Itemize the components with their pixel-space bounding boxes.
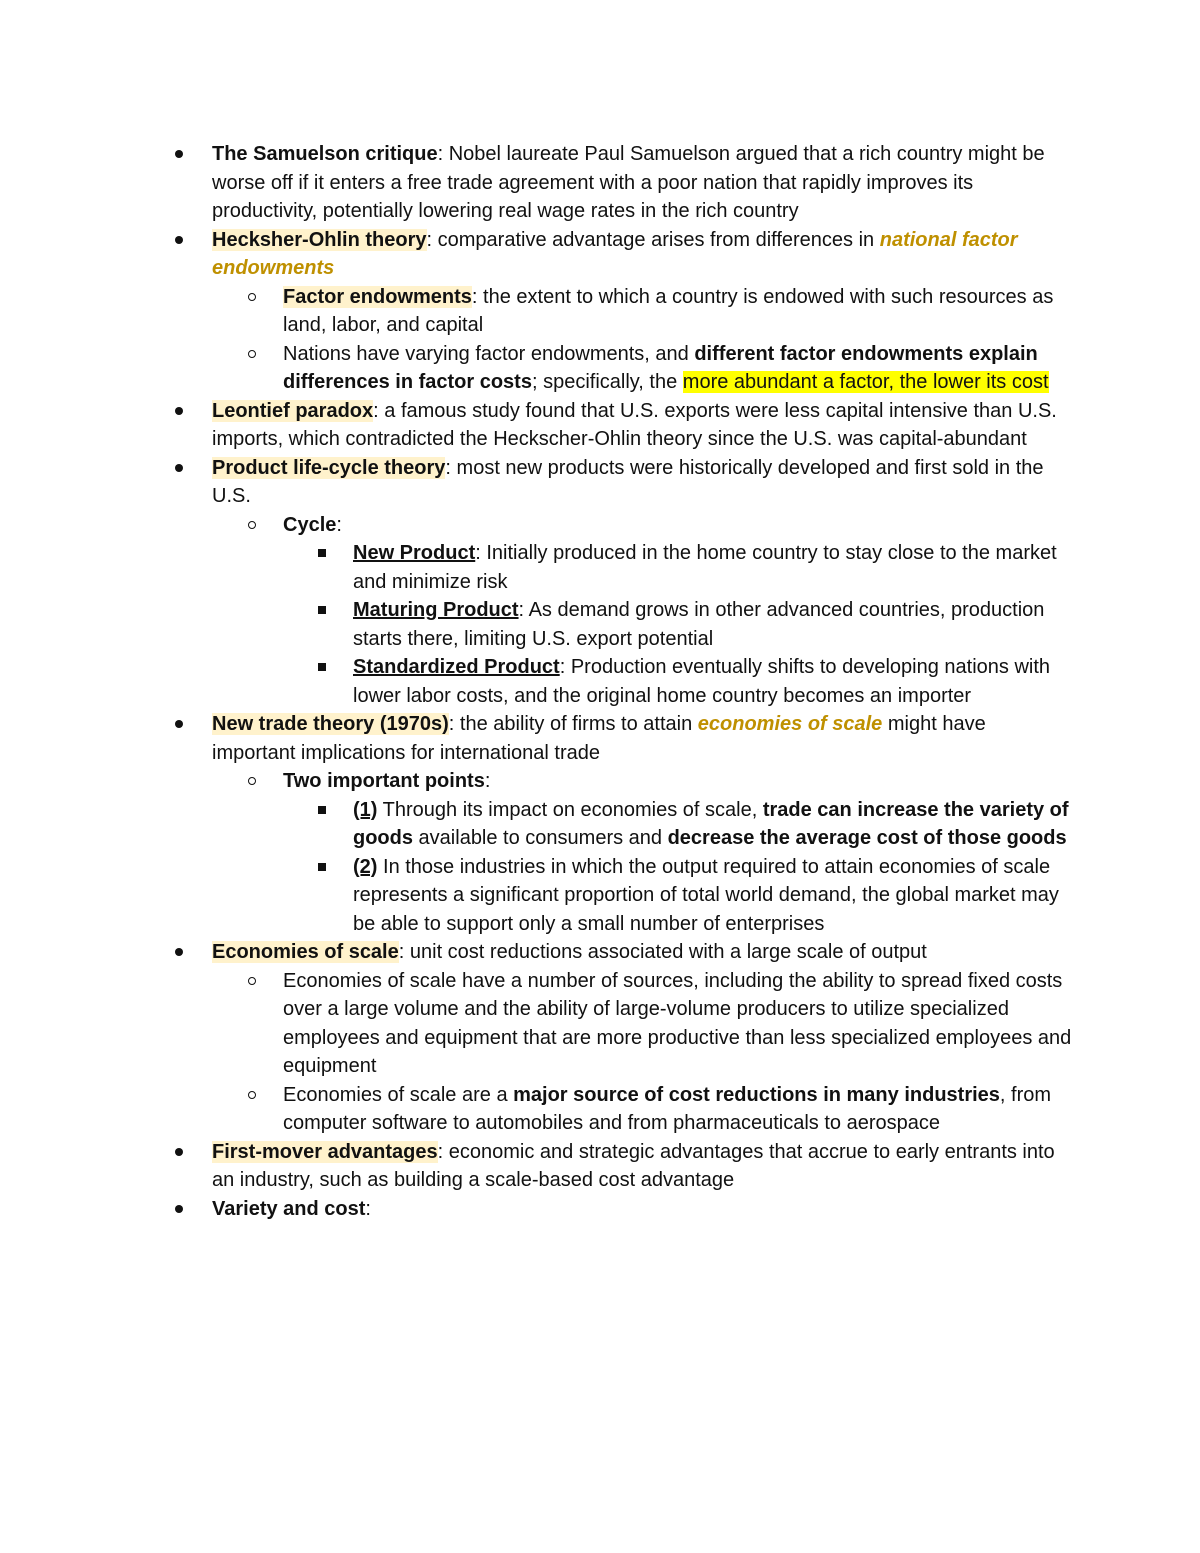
- bullet-disc-icon: [172, 140, 186, 169]
- term: Factor endowments: [283, 285, 472, 308]
- term: Economies of scale: [212, 941, 399, 963]
- sub-bullet-factor-endowments: Factor endowments: the extent to which a country is endowed with such resources as land, labor, and capital: [0, 283, 1073, 340]
- definition: comparative advantage arises from differences in: [437, 228, 880, 251]
- emphasis: economies of scale: [697, 713, 883, 735]
- emphasis: national factor endowments: [212, 228, 1018, 279]
- bullet-disc-icon: [172, 1195, 186, 1224]
- term: Product life-cycle theory: [212, 456, 446, 479]
- term: Two important points: [283, 770, 485, 792]
- sub-bullet-nations: Nations have varying factor endowments, and different factor endowments explain differences in factor costs; specifically, the more abundant a factor, the lower its cost: [0, 340, 1073, 397]
- definition: Production eventually shifts to developing nations with lower labor costs, and the original home country becomes an importer: [353, 656, 1051, 707]
- bullet-product-life-cycle: Product life-cycle theory: most new products were historically developed and first sold in the U.S.: [0, 454, 1060, 511]
- document-body: [0, 140, 1200, 1223]
- highlight: more abundant a factor, the lower its cost: [682, 371, 1049, 393]
- point-number: (2): [353, 855, 378, 878]
- bullet-disc-icon: [172, 1138, 186, 1167]
- term: The Samuelson critique: [212, 143, 438, 165]
- point-number: (1): [353, 798, 378, 821]
- term: Leontief paradox: [212, 399, 374, 422]
- term: New Product: [353, 542, 476, 564]
- sub-sub-bullet-maturing-product: Maturing Product: As demand grows in other advanced countries, production starts there, limiting U.S. export potential: [0, 596, 1073, 653]
- bullet-circle-icon: [245, 511, 259, 540]
- term: Cycle: [283, 513, 337, 536]
- definition: a famous study found that U.S. exports were less capital intensive than U.S. imports, which contradicted the Heckscher-Ohlin theory since the U.S. was capital-abundant: [212, 399, 1057, 450]
- sub-bullet-two-points: Two important points:: [0, 767, 1073, 796]
- bullet-circle-icon: [245, 283, 259, 312]
- bullet-new-trade-theory: New trade theory (1970s): the ability of firms to attain economies of scale might have important implications for international trade: [0, 710, 1060, 767]
- bullet-disc-icon: [172, 938, 186, 967]
- sub-bullet-eos-major: Economies of scale are a major source of cost reductions in many industries, from computer software to automobiles and from pharmaceuticals to aerospace: [0, 1081, 1073, 1138]
- definition: Initially produced in the home country to stay close to the market and minimize risk: [353, 542, 1057, 593]
- bullet-circle-icon: [245, 767, 259, 796]
- term: Standardized Product: [353, 656, 560, 678]
- bullet-first-mover: First-mover advantages: economic and strategic advantages that accrue to early entrants into an industry, such as building a scale-based cost advantage: [0, 1138, 1060, 1195]
- bullet-square-icon: [315, 653, 329, 682]
- bullet-disc-icon: [172, 454, 186, 483]
- bullet-disc-icon: [172, 226, 186, 255]
- sub-bullet-eos-sources: Economies of scale have a number of sources, including the ability to spread fixed costs over a large volume and the ability of large-volume producers to utilize specialized employees and equipment that are more productive than less specialized employees and equipment: [0, 967, 1073, 1081]
- term: Hecksher-Ohlin theory: [212, 228, 427, 251]
- bullet-circle-icon: [245, 967, 259, 996]
- bullet-samuelson-critique: The Samuelson critique: Nobel laureate Paul Samuelson argued that a rich country might be worse off if it enters a free trade agreement with a poor nation that rapidly improves its productivity, potentially lowering real wage rates in the rich country: [0, 140, 1060, 226]
- bullet-disc-icon: [172, 710, 186, 739]
- bullet-heckscher-ohlin: Hecksher-Ohlin theory: comparative advantage arises from differences in national factor endowments: [0, 226, 1060, 283]
- bullet-leontief-paradox: Leontief paradox: a famous study found that U.S. exports were less capital intensive than U.S. imports, which contradicted the Heckscher-Ohlin theory since the U.S. was capital-abundant: [0, 397, 1060, 454]
- bullet-square-icon: [315, 853, 329, 882]
- sub-sub-bullet-standardized-product: Standardized Product: Production eventually shifts to developing nations with lower labor costs, and the original home country becomes an importer: [0, 653, 1073, 710]
- sub-sub-bullet-new-product: New Product: Initially produced in the home country to stay close to the market and minimize risk: [0, 539, 1073, 596]
- bullet-circle-icon: [245, 1081, 259, 1110]
- sub-sub-bullet-point-1: (1) Through its impact on economies of scale, trade can increase the variety of goods available to consumers and decrease the average cost of those goods: [0, 796, 1073, 853]
- sub-sub-bullet-point-2: (2) In those industries in which the output required to attain economies of scale represents a significant proportion of total world demand, the global market may be able to support only a small number of enterprises: [0, 853, 1073, 939]
- bullet-square-icon: [315, 596, 329, 625]
- bullet-square-icon: [315, 796, 329, 825]
- bullet-square-icon: [315, 539, 329, 568]
- definition: the extent to which a country is endowed with such resources as land, labor, and capital: [283, 285, 1054, 336]
- definition: most new products were historically developed and first sold in the U.S.: [212, 456, 1044, 507]
- sub-bullet-cycle: Cycle:: [0, 511, 1073, 540]
- term: New trade theory (1970s): [212, 713, 449, 735]
- definition: unit cost reductions associated with a large scale of output: [409, 941, 927, 963]
- definition: the ability of firms to attain: [459, 713, 698, 735]
- term: First-mover advantages: [212, 1140, 438, 1163]
- bullet-variety-and-cost: Variety and cost:: [0, 1195, 1060, 1224]
- term: Maturing Product: [353, 599, 519, 621]
- bullet-economies-of-scale: Economies of scale: unit cost reductions associated with a large scale of output: [0, 938, 1060, 967]
- bullet-disc-icon: [172, 397, 186, 426]
- term: Variety and cost: [212, 1197, 366, 1220]
- definition: Nobel laureate Paul Samuelson argued that a rich country might be worse off if it enters a free trade agreement with a poor nation that rapidly improves its productivity, potentially lowering real wage rates in the rich country: [212, 143, 1045, 222]
- definition: As demand grows in other advanced countries, production starts there, limiting U.S. export potential: [353, 599, 1045, 650]
- definition: economic and strategic advantages that accrue to early entrants into an industry, such as building a scale-based cost advantage: [212, 1140, 1055, 1191]
- bullet-circle-icon: [245, 340, 259, 369]
